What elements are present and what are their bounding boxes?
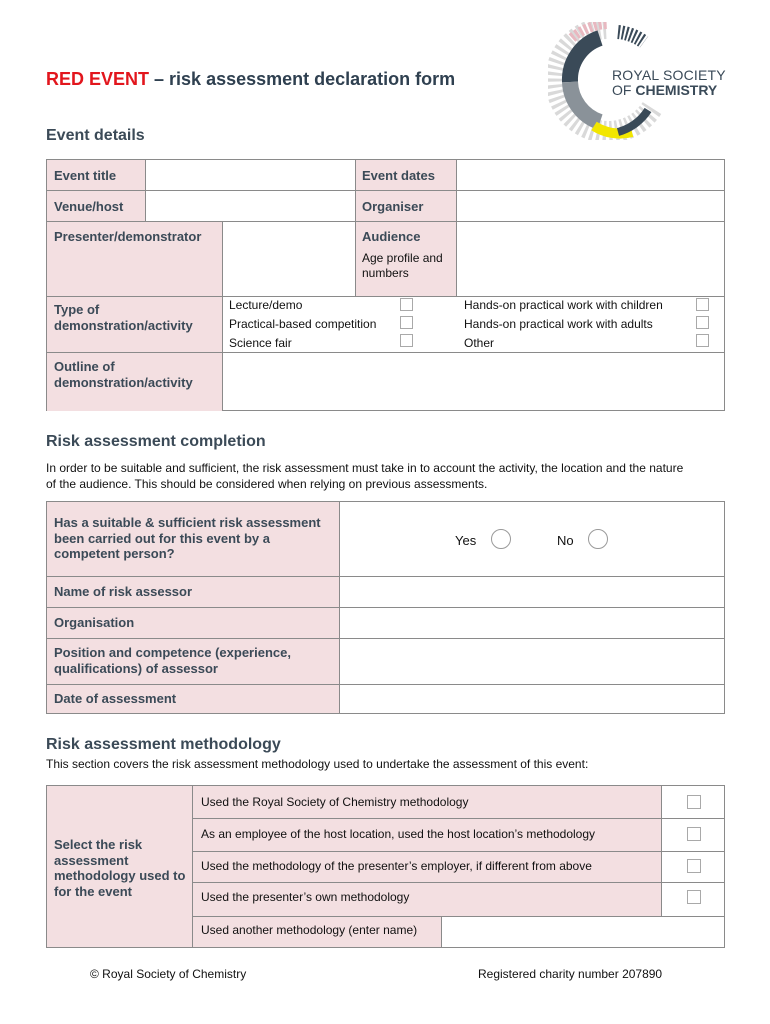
method-option-employer: Used the methodology of the presenter’s employer, if different from above — [201, 859, 592, 873]
method-other-label: Used another methodology (enter name) — [201, 923, 418, 937]
venue-label: Venue/host — [54, 199, 124, 214]
method-checkbox-rsc[interactable] — [687, 795, 701, 809]
competent-question-label: Has a suitable & sufficient risk assessment been carried out for this event by a competent person? — [54, 515, 321, 561]
checkbox-hands-on-children[interactable] — [696, 298, 709, 311]
title-rest: – risk assessment declaration form — [149, 69, 456, 89]
risk-completion-intro: In order to be suitable and sufficient, the risk assessment must take in to account the activity, the location and the nature of the audience. This should be considered when relying on previous assessments. — [46, 461, 684, 491]
methodology-heading: Risk assessment methodology — [46, 736, 281, 753]
method-checkbox-presenter[interactable] — [687, 890, 701, 904]
method-option-rsc: Used the Royal Society of Chemistry methodology — [201, 795, 469, 809]
event-title-label: Event title — [54, 168, 117, 183]
no-radio[interactable] — [588, 529, 608, 549]
select-methodology-label: Select the risk assessment methodology used to for the event — [54, 837, 186, 899]
footer-copyright: © Royal Society of Chemistry — [90, 967, 247, 981]
method-option-presenter: Used the presenter’s own methodology — [201, 890, 410, 904]
method-checkbox-employer[interactable] — [687, 859, 701, 873]
checkbox-hands-on-adults[interactable] — [696, 316, 709, 329]
logo-of: OF — [612, 82, 632, 98]
venue-input[interactable] — [146, 191, 355, 221]
methodology-intro: This section covers the risk assessment methodology used to undertake the assessment of this event: — [46, 757, 589, 771]
assessor-input[interactable] — [340, 577, 724, 607]
risk-completion-table — [46, 501, 725, 714]
option-hands-on-children: Hands-on practical work with children — [464, 298, 663, 312]
event-dates-input[interactable] — [457, 160, 724, 190]
organiser-label: Organiser — [362, 199, 424, 214]
event-dates-label: Event dates — [362, 168, 435, 183]
option-practical-competition: Practical-based competition — [229, 317, 377, 331]
method-checkbox-host[interactable] — [687, 827, 701, 841]
position-input[interactable] — [340, 639, 724, 684]
checkbox-lecture-demo[interactable] — [400, 298, 413, 311]
audience-sub-label: Age profile and numbers — [362, 251, 443, 280]
checkbox-science-fair[interactable] — [400, 334, 413, 347]
date-label: Date of assessment — [54, 691, 177, 706]
event-details-heading: Event details — [46, 127, 145, 144]
methodology-table — [46, 785, 725, 948]
option-lecture-demo: Lecture/demo — [229, 298, 303, 312]
page-title — [46, 69, 455, 90]
checkbox-other[interactable] — [696, 334, 709, 347]
method-option-host: As an employee of the host location, used the host location’s methodology — [201, 827, 596, 841]
organisation-label: Organisation — [54, 615, 135, 630]
rsc-logo — [548, 22, 748, 140]
organiser-input[interactable] — [457, 191, 724, 221]
logo-line1: ROYAL SOCIETY — [612, 67, 726, 83]
outline-label: Outline of demonstration/activity — [54, 359, 193, 390]
audience-label: Audience — [362, 229, 421, 244]
outline-input[interactable] — [223, 353, 724, 410]
logo-line2 — [612, 82, 717, 98]
presenter-input[interactable] — [223, 222, 355, 296]
yes-radio[interactable] — [491, 529, 511, 549]
footer-charity: Registered charity number 207890 — [478, 967, 663, 981]
yes-label: Yes — [455, 533, 477, 548]
logo-chemistry: CHEMISTRY — [635, 82, 718, 98]
assessor-label: Name of risk assessor — [54, 584, 193, 599]
position-label: Position and competence (experience, qualifications) of assessor — [54, 645, 291, 676]
option-other: Other — [464, 336, 495, 350]
type-label: Type of demonstration/activity — [54, 302, 193, 333]
event-details-table — [46, 159, 725, 411]
audience-input[interactable] — [457, 222, 724, 296]
presenter-label: Presenter/demonstrator — [54, 229, 202, 244]
option-hands-on-adults: Hands-on practical work with adults — [464, 317, 653, 331]
risk-completion-heading: Risk assessment completion — [46, 433, 266, 450]
organisation-input[interactable] — [340, 608, 724, 638]
no-label: No — [557, 533, 574, 548]
event-title-input[interactable] — [146, 160, 355, 190]
checkbox-practical-competition[interactable] — [400, 316, 413, 329]
option-science-fair: Science fair — [229, 336, 292, 350]
title-red-part: RED EVENT — [46, 69, 150, 89]
date-input[interactable] — [340, 685, 724, 713]
method-other-input[interactable] — [442, 917, 724, 947]
